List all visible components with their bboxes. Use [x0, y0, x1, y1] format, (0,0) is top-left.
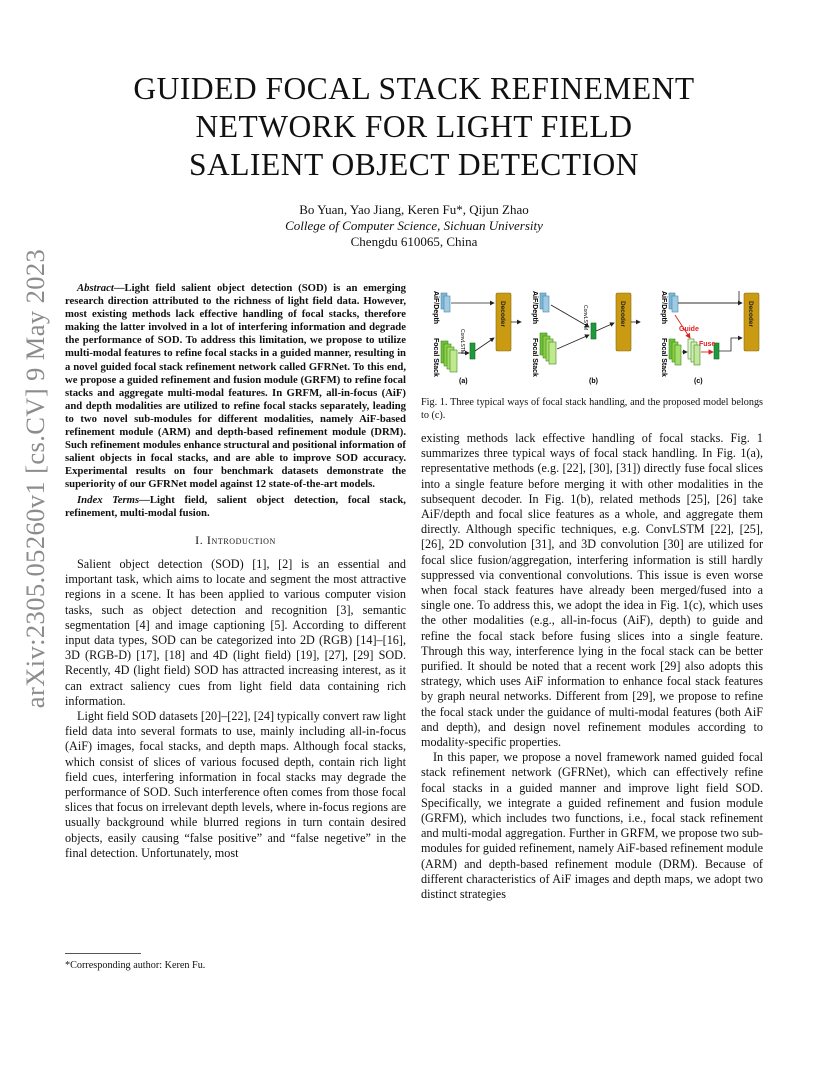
author-affiliation: College of Computer Science, Sichuan University — [285, 218, 543, 233]
panel-b-focal-stack — [540, 333, 556, 364]
index-terms — [65, 494, 406, 520]
abstract-text: —Light field salient object detection (SOD) is an emerging research direction attributed to the richness of light field data. However, most existing methods lack effective handling of focal stacks, therefore making the latter involved in a lot of interfering information and degrade the performance of SOD. To address this limitation, we propose to utilize multi-modal features to refine focal stacks in a guided manner, resulting in a novel guided focal stack refinement network called GFRNet. To this end, we propose a guided refinement and fusion module (GRFM) to refine focal stacks and aggregate multi-modal features. In GRFM, all-in-focus (AiF) and depth modalities are utilized to refine focal stacks separately, leading to two novel sub-modules for different modalities, namely AiF-based refinement module (ARM) and depth-based refinement module (DRM). Such refinement modules enhance structural and positional information of salient objects in focal stacks, and are able to improve SOD accuracy. Experimental results on four benchmark datasets demonstrate the superiority of our GFRNet model against 12 state-of-the-art models. — [65, 282, 406, 491]
panel-c-decoder-label: Decoder — [747, 301, 754, 328]
panel-c-aif-label: AiF/Depth — [660, 291, 667, 325]
figure-1 — [421, 283, 763, 393]
abstract-label: Abstract — [77, 282, 114, 294]
panel-a-focal-label: Focal Stack — [432, 338, 439, 377]
panel-a-caption: (a) — [459, 378, 468, 385]
panel-c-fuse-label: Fuse — [699, 341, 716, 348]
panel-c-aif-block — [669, 293, 678, 312]
panel-c-focal-label: Focal Stack — [660, 338, 667, 377]
title-line-2: NETWORK FOR LIGHT FIELD — [195, 109, 633, 144]
panel-b-aif-label: AiF/Depth — [531, 291, 538, 325]
right-column — [421, 283, 763, 902]
author-location: Chengdu 610065, China — [350, 234, 478, 249]
intro-paragraph-2: Light field SOD datasets [20]–[22], [24] typically convert raw light field data into several formats to use, mainly including all-in-focus (AiF) images, focal stacks, and depth maps. Although focal stacks, which consist of slices of various focused depth, contain rich light field cues, interfering information in focal stacks may degrade the performance of SOD. Such interference often comes from those focal slices that focus on irrelevant depth levels, where in-focus regions are usually background while blurred regions in turn contain desired objects, easily causing “false positive” and “false negetive” in the final detection. Unfortunately, most — [65, 708, 406, 860]
panel-a — [432, 291, 521, 385]
panel-a-focal-stack — [441, 341, 457, 372]
title-line-1: GUIDED FOCAL STACK REFINEMENT — [133, 71, 695, 106]
figure-1-diagram — [421, 283, 763, 391]
arxiv-side-stamp — [20, 248, 52, 708]
figure-1-caption: Fig. 1. Three typical ways of focal stack handling, and the proposed model belongs to (c). — [421, 397, 763, 421]
panel-a-fused-feature — [470, 343, 475, 359]
panel-a-aif-label: AiF/Depth — [432, 291, 439, 325]
left-column — [65, 282, 406, 861]
right-paragraph-2: In this paper, we propose a novel framework named guided focal stack refinement network (GFRNet), which can effectively refine focal stacks in a guided manner and improve light field SOD. Specifically, we integrate a guided refinement and fusion module (GRFM), which includes two functions, i.e., focal stack refinement and multi-modal aggregation. Further in GRFM, we propose two sub-modules for guided refinement, namely AiF-based refinement module (ARM) and depth-based refinement module (DRM). Because of different characteristics of AiF images and depth maps, we adopt two distinct strategies — [421, 750, 763, 902]
panel-b-fused-feature — [591, 323, 596, 339]
index-terms-text: —Light field, salient object detection, focal stack, refinement, multi-modal fusion. — [65, 493, 406, 519]
right-paragraph-1: existing methods lack effective handling of focal stacks. Fig. 1 summarizes three typical ways of focal stack handling. In Fig. 1(a), representative methods (e.g. [22], [30], [31]) directly fuse focal slices into a single feature before merging it with other modalities in the subsequent decoder. In Fig. 1(b), related methods [25], [26] take AiF/depth and focal slice features as a whole, and aggregate them directly. Although specific techniques, e.g. ConvLSTM [22], [25], [26], 2D convolution [31], and 3D convolution [30] are utilized for focal slice fusion/aggregation, interfering information is still hardly suppressed via conventional convolutions. This issue is even worse when focal stack features have already been merged/fused into a single one. To address this, we adopt the idea in Fig. 1(c), which uses the other modalities (e.g., all-in-focus (AiF), depth) to guide and refine the focal stack before fusing slices into a single feature. Through this way, interference lying in the focal stack can be better purified. It should be noted that a recent work [29] also adopts this strategy, which uses AiF information to enhance focal stack features by graph neural networks. Different from [29], we propose to refine the focal stack under the guidance of multi-modal features (both AiF and depth), and design novel refinement modules according to modality-specific properties. — [421, 431, 763, 750]
arxiv-identifier: arXiv:2305.05260v1 [cs.CV] 9 May 2023 — [20, 248, 51, 708]
panel-b-caption: (b) — [589, 378, 598, 385]
panel-c-caption: (c) — [694, 378, 703, 385]
abstract — [65, 282, 406, 492]
panel-b-decoder-label: Decoder — [619, 301, 626, 328]
panel-c-guide-label: Guide — [679, 326, 699, 333]
author-block — [60, 202, 768, 250]
title-line-3: SALIENT OBJECT DETECTION — [188, 147, 640, 182]
index-terms-label: Index Terms — [77, 493, 140, 506]
panel-b-focal-label: Focal Stack — [531, 338, 538, 377]
intro-paragraph-1: Salient object detection (SOD) [1], [2] is an essential and important task, which aims to locate and segment the most attractive regions in a scene. It has been applied to various computer vision tasks, such as object detection and recognition [3], semantic segmentation [4] and image captioning [5]. According to different input data types, SOD can be categorized into 2D (RGB) [14]–[16], 3D (RGB-D) [17], [18] and 4D (light field) [19], [27], [29] SOD. Recently, 4D (light field) SOD has attracted increasing interest, as it can extract saliency cues from light field data containing rich information. — [65, 556, 406, 708]
paper-title — [60, 70, 768, 184]
footnote-divider — [65, 953, 141, 954]
author-names: Bo Yuan, Yao Jiang, Keren Fu*, Qijun Zhao — [299, 202, 529, 217]
panel-b-aif-block — [540, 293, 549, 312]
section-heading-introduction: I. Introduction — [195, 532, 276, 547]
panel-c-focal-stack — [669, 339, 681, 365]
panel-b — [531, 291, 640, 385]
panel-b-convlstm-label: ConvLSTM — [582, 305, 588, 331]
panel-a-aif-block — [441, 293, 450, 312]
footnote: *Corresponding author: Keren Fu. — [65, 960, 206, 971]
panel-a-decoder-label: Decoder — [499, 301, 506, 328]
panel-a-convlstm-label: ConvLSTM — [459, 329, 465, 355]
panel-c — [660, 291, 759, 385]
